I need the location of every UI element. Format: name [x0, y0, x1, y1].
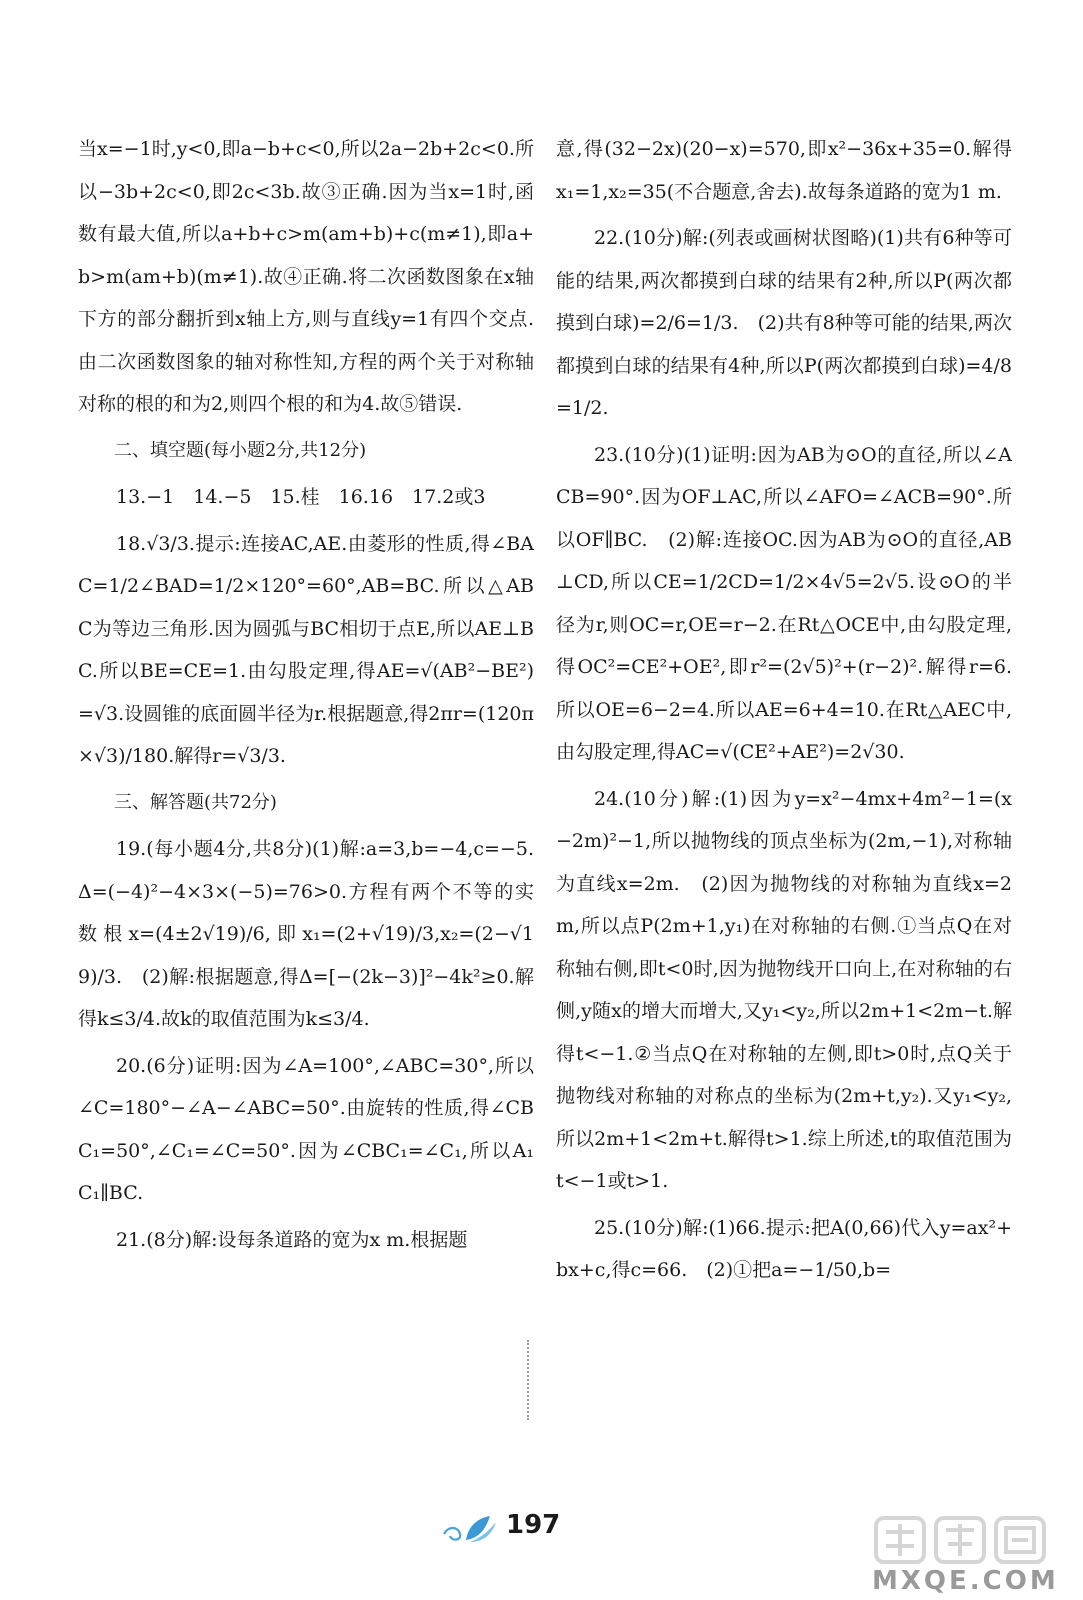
answer-18: 18.√3/3.提示:连接AC,AE.由菱形的性质,得∠BAC=1/2∠BAD=1/2×120°=60°,AB=BC.所以△ABC为等边三角形.因为圆弧与BC相切于点E,所以AE⊥BC.所以BE=CE=1.由勾股定理,得AE=√(AB²−BE²)=√3.设圆锥的底面圆半径为r.根据题意,得2πr=(120π×√3)/180.解得r=√3/3. — [78, 532, 534, 767]
answer-21-end: 意,得(32−2x)(20−x)=570,即x²−36x+35=0.解得x₁=1,x₂=35(不合题意,舍去).故每条道路的宽为1 m. — [556, 138, 1012, 203]
swirl-leaf-icon — [440, 1512, 500, 1544]
section-heading-fill-in: 二、填空题(每小题2分,共12分) — [114, 439, 367, 461]
left-column — [78, 128, 534, 1265]
watermark-text: MXQE.COM — [872, 1566, 1059, 1596]
page-number: 197 — [506, 1510, 561, 1540]
answers-13-17: 13.−1 14.−5 15.桂 16.16 17.2或3 — [116, 486, 486, 508]
paragraph-left-1: 当x=−1时,y<0,即a−b+c<0,所以2a−2b+2c<0.所以−3b+2c<0,即2c<3b.故③正确.因为当x=1时,函数有最大值,所以a+b+c>m(am+b)+c(m≠1),即a+b>m(am+b)(m≠1).故④正确.将二次函数图象在x轴下方的部分翻折到x轴上方,则与直线y=1有四个交点.由二次函数图象的轴对称性知,方程的两个关于对称轴对称的根的和为2,则四个根的和为4.故⑤错误. — [78, 138, 534, 415]
section-heading-solutions: 三、解答题(共72分) — [114, 791, 277, 813]
answer-23: 23.(10分)(1)证明:因为AB为⊙O的直径,所以∠ACB=90°.因为OF⊥AC,所以∠AFO=∠ACB=90°.所以OF∥BC. (2)解:连接OC.因为AB为⊙O的直径,AB⊥CD,所以CE=1/2CD=1/2×4√5=2√5.设⊙O的半径为r,则OC=r,OE=r−2.在Rt△OCE中,由勾股定理,得OC²=CE²+OE²,即r²=(2√5)²+(r−2)².解得r=6.所以OE=6−2=4.所以AE=6+4=10.在Rt△AEC中,由勾股定理,得AC=√(CE²+AE²)=2√30. — [556, 443, 1012, 763]
answer-21-start: 21.(8分)解:设每条道路的宽为x m.根据题 — [116, 1228, 468, 1251]
answer-25-start: 25.(10分)解:(1)66.提示:把A(0,66)代入y=ax²+bx+c,得c=66. (2)①把a=−1/50,b= — [556, 1216, 1012, 1281]
answer-19: 19.(每小题4分,共8分)(1)解:a=3,b=−4,c=−5.Δ=(−4)²−4×3×(−5)=76>0.方程有两个不等的实数根x=(4±2√19)/6,即x₁=(2+√19)/3,x₂=(2−√19)/3. (2)解:根据题意,得Δ=[−(2k−3)]²−4k²≥0.解得k≤3/4.故k的取值范围为k≤3/4. — [78, 838, 534, 1030]
column-divider — [527, 1340, 529, 1420]
answer-20: 20.(6分)证明:因为∠A=100°,∠ABC=30°,所以∠C=180°−∠A−∠ABC=50°.由旋转的性质,得∠CBC₁=50°,∠C₁=∠C=50°.因为∠CBC₁=∠C₁,所以A₁C₁∥BC. — [78, 1054, 534, 1204]
answer-24: 24.(10分)解:(1)因为y=x²−4mx+4m²−1=(x−2m)²−1,所以抛物线的顶点坐标为(2m,−1),对称轴为直线x=2m. (2)因为抛物线的对称轴为直线x=2m,所以点P(2m+1,y₁)在对称轴的右侧.①当点Q在对称轴右侧,即t<0时,因为抛物线开口向上,在对称轴的右侧,y随x的增大而增大,又y₁<y₂,所以2m+1<2m−t.解得t<−1.②当点Q在对称轴的左侧,即t>0时,点Q关于抛物线对称轴的对称点的坐标为(2m+t,y₂).又y₁<y₂,所以2m+1<2m+t.解得t>1.综上所述,t的取值范围为t<−1或t>1. — [556, 787, 1012, 1192]
right-column — [556, 128, 1012, 1296]
answer-22: 22.(10分)解:(列表或画树状图略)(1)共有6种等可能的结果,两次都摸到白球的结果有2种,所以P(两次都摸到白球)=2/6=1/3. (2)共有8种等可能的结果,两次都摸到白球的结果有4种,所以P(两次都摸到白球)=4/8=1/2. — [556, 227, 1012, 419]
